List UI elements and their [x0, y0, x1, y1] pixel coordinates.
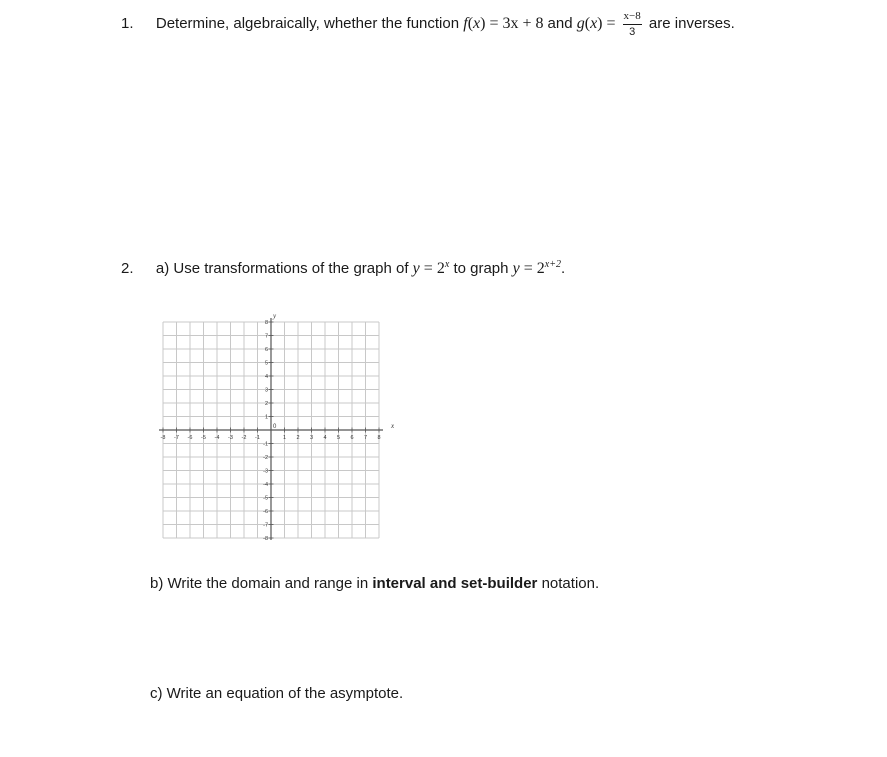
- y-tick-label: 1: [264, 414, 268, 421]
- y-tick-label: -4: [263, 482, 268, 488]
- y-tick-label: 3: [264, 387, 268, 394]
- question-1: [121, 10, 735, 38]
- question-2b-prefix: b) Write the domain and range in: [150, 575, 369, 592]
- x-tick-label: 5: [336, 435, 341, 441]
- coordinate-grid[interactable]: [155, 312, 400, 547]
- y-tick-label: -7: [263, 522, 268, 529]
- question-1-number: 1.: [121, 15, 134, 32]
- question-2c-text: c) Write an equation of the asymptote.: [150, 685, 404, 702]
- g-denominator: 3: [629, 25, 636, 38]
- parent-function: $y = 2^x$: [412, 259, 450, 277]
- x-axis-label: x: [391, 422, 395, 430]
- x-tick-label: 4: [323, 435, 327, 441]
- x-tick-label: 6: [350, 435, 354, 441]
- question-2c: [150, 683, 403, 705]
- x-tick-label: -3: [228, 435, 233, 441]
- x-tick-label: 8: [377, 435, 381, 441]
- x-tick-label: -5: [201, 435, 206, 441]
- y-tick-label: 5: [264, 360, 268, 367]
- question-1-text: Determine, algebraically, whether the function: [155, 15, 460, 32]
- x-tick-label: -7: [174, 435, 179, 441]
- y-tick-label: -6: [263, 509, 268, 515]
- question-2a-middle: to graph: [453, 260, 509, 277]
- x-tick-label: -2: [241, 435, 247, 441]
- x-tick-label: -6: [187, 435, 193, 441]
- y-tick-label: 2: [264, 401, 268, 407]
- y-tick-label: 7: [264, 333, 268, 340]
- g-fraction: [623, 11, 642, 38]
- x-tick-label: 7: [363, 435, 368, 441]
- y-tick-label: -1: [263, 441, 268, 448]
- x-tick-label: 1: [282, 435, 287, 441]
- question-2b-bold: interval and set-builder: [372, 575, 538, 592]
- y-tick-label: -2: [263, 455, 268, 461]
- y-tick-label: 4: [264, 374, 268, 380]
- x-tick-label: -8: [160, 435, 166, 441]
- y-tick-label: -3: [263, 468, 268, 475]
- origin-label: 0: [273, 424, 277, 430]
- coordinate-grid-svg[interactable]: [155, 312, 400, 547]
- question-2-number: 2.: [121, 260, 134, 277]
- x-tick-label: -4: [214, 435, 220, 441]
- function-f-definition: f(x) = 3x + 8: [463, 15, 544, 32]
- target-function: $y = 2^{x+2}$: [512, 259, 561, 277]
- question-2a-label: a) Use transformations of the graph of: [155, 260, 409, 277]
- y-tick-label: -8: [263, 536, 268, 542]
- function-g-definition: g(x) =: [576, 15, 620, 32]
- question-2b: [150, 573, 599, 595]
- x-tick-label: -1: [255, 435, 260, 441]
- question-2b-suffix: notation.: [541, 575, 600, 592]
- x-tick-label: 2: [296, 435, 300, 441]
- x-tick-label: 3: [309, 435, 314, 441]
- question-2a: 2. a) Use transformations of the graph of $y = 2^x$ to graph $y = 2^{x+2}$.: [121, 259, 566, 277]
- y-axis-label: y: [273, 312, 277, 320]
- and-word: and: [547, 15, 573, 32]
- question-1-ending: are inverses.: [648, 15, 735, 32]
- g-numerator: x−8: [623, 11, 642, 25]
- y-tick-label: 8: [264, 320, 268, 326]
- y-tick-label: 6: [264, 347, 268, 353]
- y-tick-label: -5: [263, 495, 268, 502]
